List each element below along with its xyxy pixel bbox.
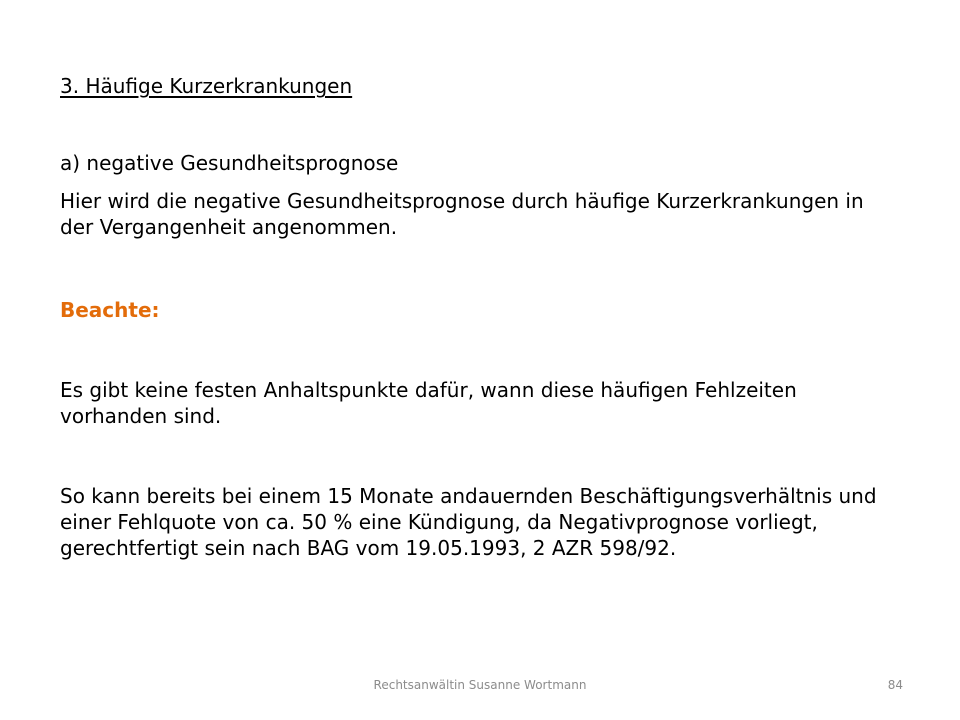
paragraph-case-law: So kann bereits bei einem 15 Monate andauernden Beschäftigungsverhältnis und einer Fehlquote von ca. 50 % eine Kündigung, da Negativprognose vorliegt, gerechtfertigt sein nach BAG vom 19.05.1993, 2 AZR 598/92. [60,484,877,560]
note-label: Beachte: [60,298,160,322]
footer-author: Rechtsanwältin Susanne Wortmann [373,678,587,692]
subsection-heading: a) negative Gesundheitsprognose [60,151,399,175]
page-number: 84 [887,678,903,692]
section-heading: 3. Häufige Kurzerkrankungen [60,74,353,98]
paragraph-no-fixed-points: Es gibt keine festen Anhaltspunkte dafür, wann diese häufigen Fehlzeiten vorhanden sind. [60,378,797,428]
paragraph-prognosis: Hier wird die negative Gesundheitsprognose durch häufige Kurzerkrankungen in der Vergangenheit angenommen. [60,189,864,239]
